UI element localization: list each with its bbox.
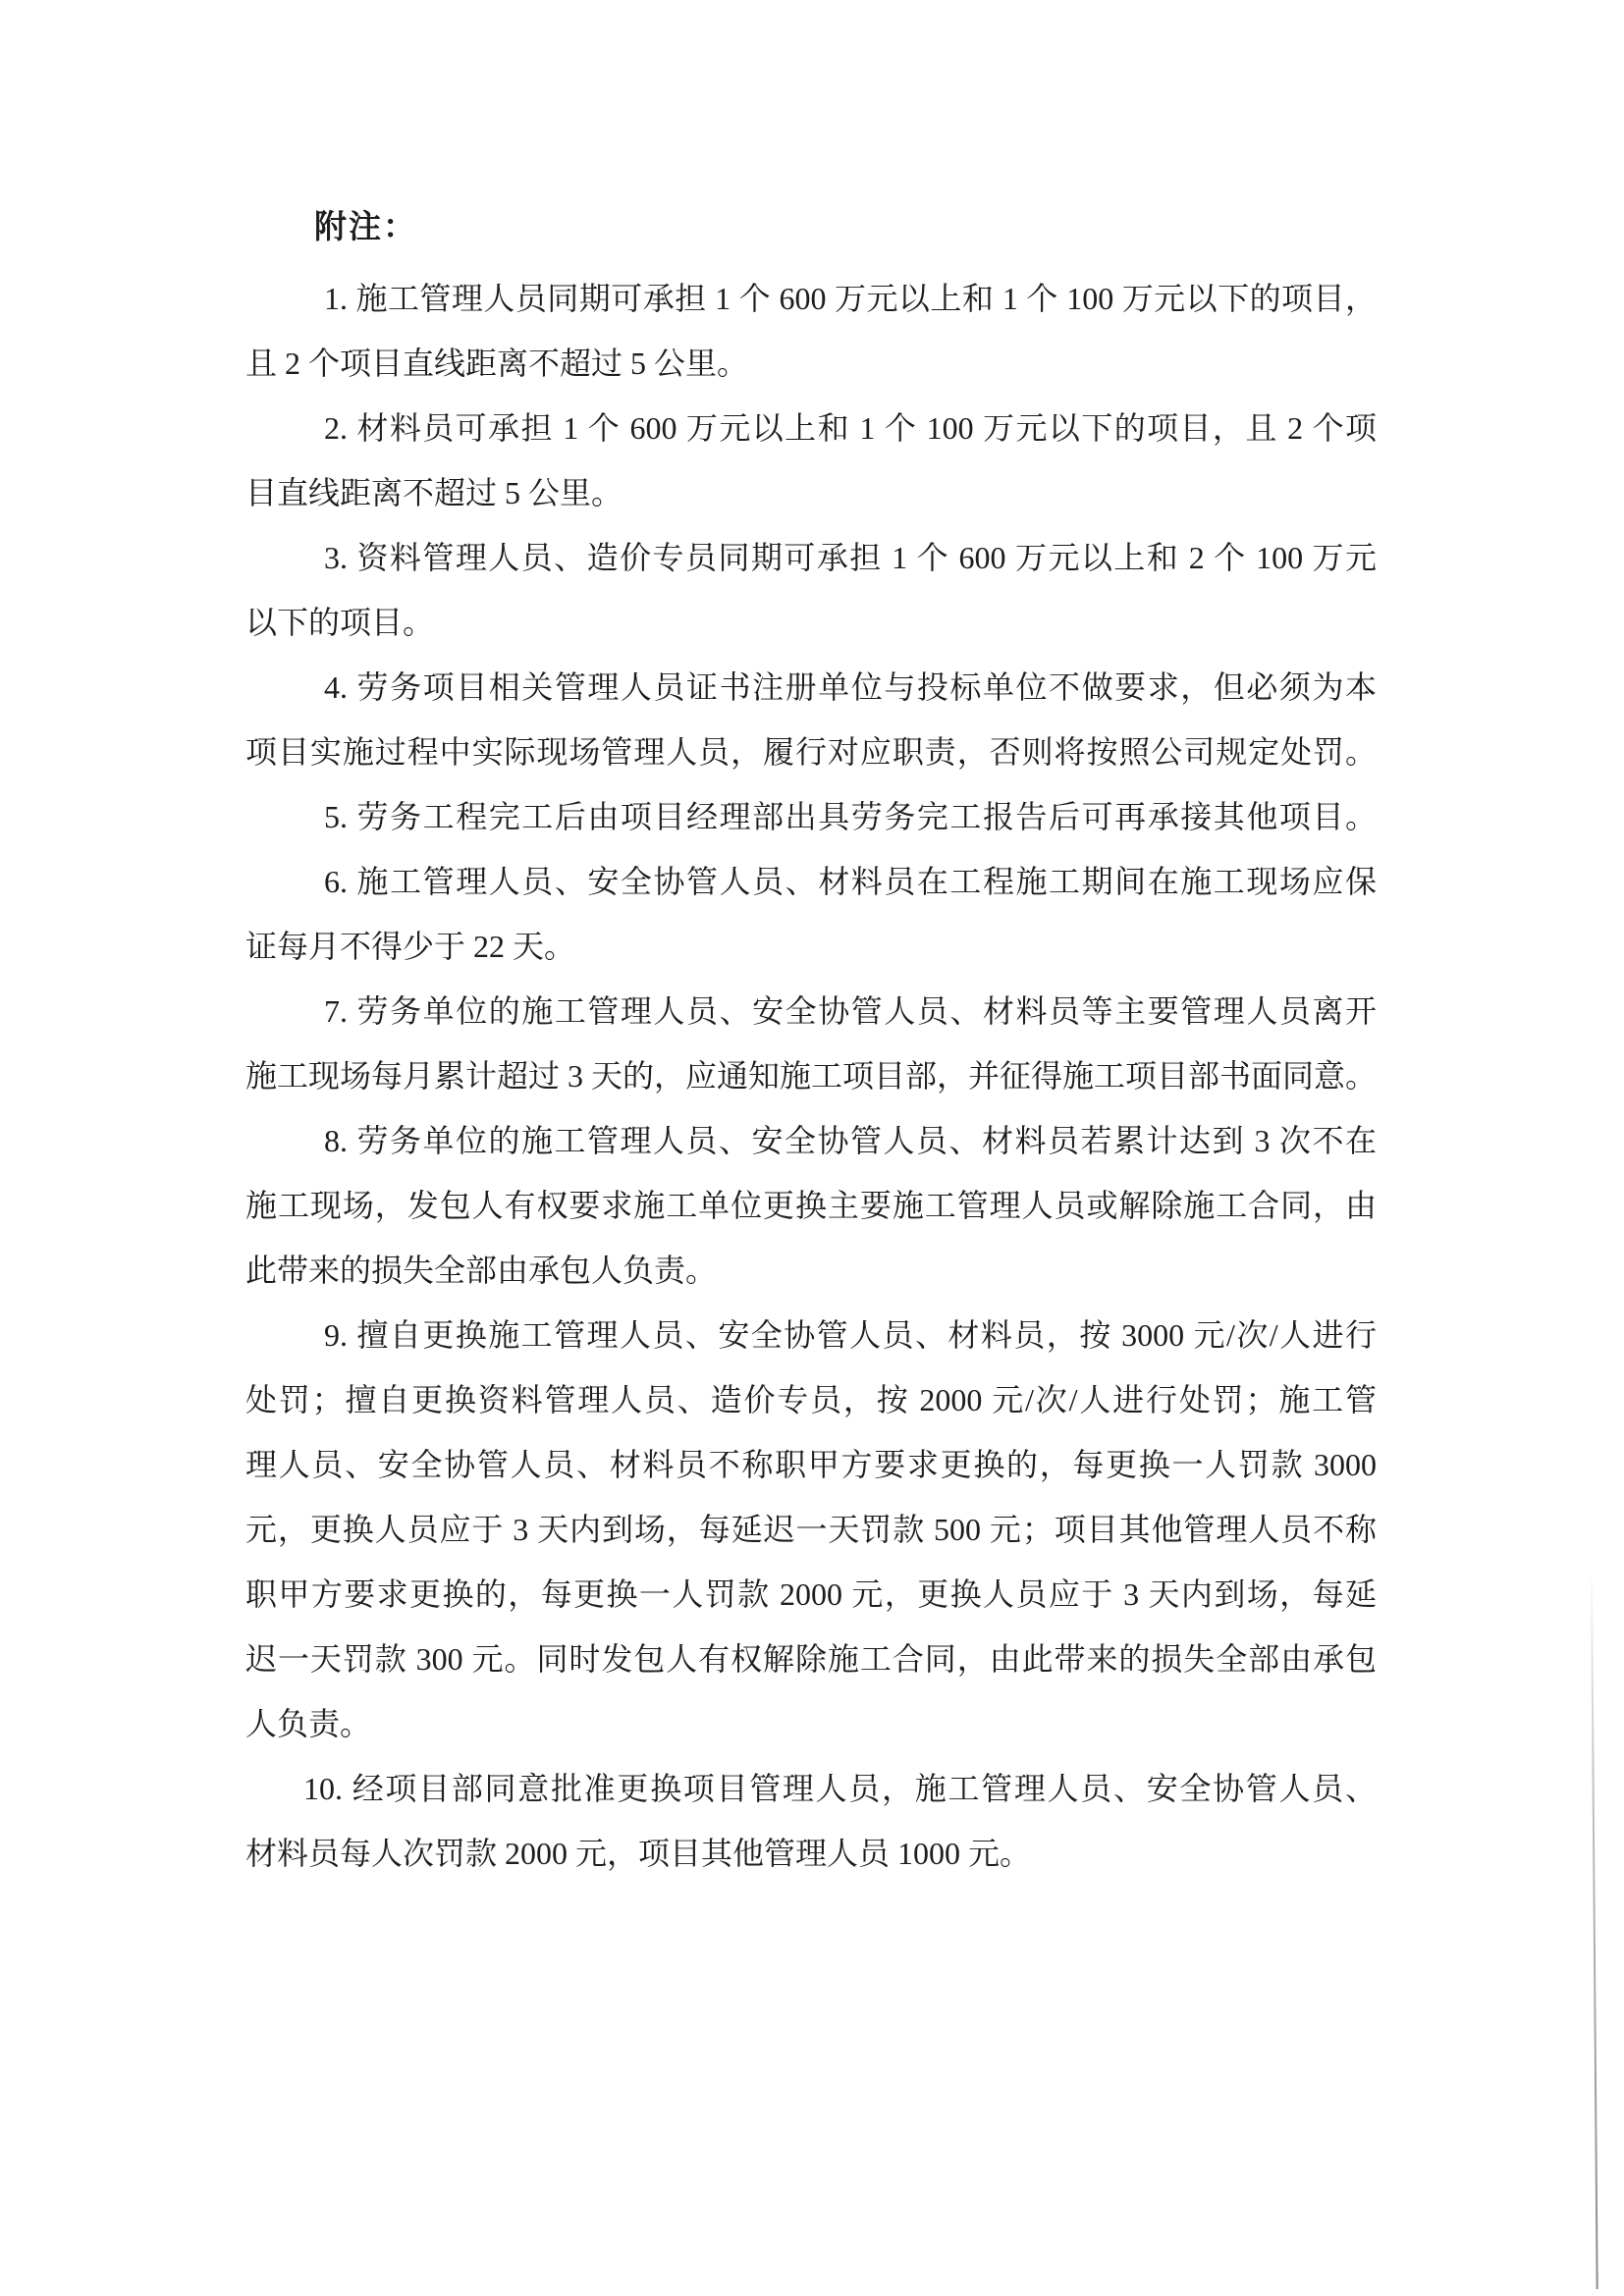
note-line: 此带来的损失全部由承包人负责。 — [245, 1253, 718, 1288]
note-item-6 — [245, 849, 1377, 979]
note-line: 处罚；擅自更换资料管理人员、造价专员，按 2000 元/次/人进行处罚；施工管 — [245, 1382, 1377, 1417]
note-line: 7. 劳务单位的施工管理人员、安全协管人员、材料员等主要管理人员离开 — [324, 993, 1377, 1029]
note-line: 3. 资料管理人员、造价专员同期可承担 1 个 600 万元以上和 2 个 100 万元 — [324, 540, 1377, 575]
note-item-5 — [245, 784, 1377, 849]
note-item-7 — [245, 979, 1377, 1108]
note-line: 施工现场每月累计超过 3 天的，应通知施工项目部，并征得施工项目部书面同意。 — [245, 1058, 1377, 1094]
note-item-8 — [245, 1108, 1377, 1303]
note-line: 材料员每人次罚款 2000 元，项目其他管理人员 1000 元。 — [245, 1836, 1032, 1871]
note-item-10 — [245, 1756, 1377, 1886]
note-line: 目直线距离不超过 5 公里。 — [245, 475, 623, 510]
note-line: 9. 擅自更换施工管理人员、安全协管人员、材料员，按 3000 元/次/人进行 — [324, 1317, 1377, 1353]
note-line: 以下的项目。 — [245, 605, 435, 640]
note-item-1 — [245, 266, 1377, 396]
notes-heading: 附注： — [314, 210, 417, 245]
note-line: 4. 劳务项目相关管理人员证书注册单位与投标单位不做要求，但必须为本 — [324, 669, 1377, 705]
note-item-9 — [245, 1303, 1377, 1756]
note-item-4 — [245, 655, 1377, 784]
note-line: 人负责。 — [245, 1706, 372, 1741]
note-item-3 — [245, 525, 1377, 655]
note-line: 1. 施工管理人员同期可承担 1 个 600 万元以上和 1 个 100 万元以下的项目， — [324, 281, 1377, 316]
note-line: 且 2 个项目直线距离不超过 5 公里。 — [245, 346, 749, 381]
note-line: 元，更换人员应于 3 天内到场，每延迟一天罚款 500 元；项目其他管理人员不称 — [245, 1512, 1377, 1547]
note-line: 2. 材料员可承担 1 个 600 万元以上和 1 个 100 万元以下的项目，且 2 个项 — [324, 410, 1377, 446]
note-line: 施工现场，发包人有权要求施工单位更换主要施工管理人员或解除施工合同，由 — [245, 1188, 1377, 1223]
scan-artifact-line — [1591, 1580, 1598, 2289]
note-line: 5. 劳务工程完工后由项目经理部出具劳务完工报告后可再承接其他项目。 — [324, 799, 1377, 834]
note-line: 10. 经项目部同意批准更换项目管理人员，施工管理人员、安全协管人员、 — [303, 1771, 1377, 1806]
note-line: 证每月不得少于 22 天。 — [245, 929, 576, 964]
note-line: 理人员、安全协管人员、材料员不称职甲方要求更换的，每更换一人罚款 3000 — [245, 1447, 1377, 1482]
note-line: 6. 施工管理人员、安全协管人员、材料员在工程施工期间在施工现场应保 — [324, 864, 1377, 899]
note-line: 职甲方要求更换的，每更换一人罚款 2000 元，更换人员应于 3 天内到场，每延 — [245, 1576, 1377, 1612]
note-line: 迟一天罚款 300 元。同时发包人有权解除施工合同，由此带来的损失全部由承包 — [245, 1641, 1377, 1677]
note-line: 项目实施过程中实际现场管理人员，履行对应职责，否则将按照公司规定处罚。 — [245, 734, 1377, 770]
notes-section — [245, 195, 1377, 1886]
note-line: 8. 劳务单位的施工管理人员、安全协管人员、材料员若累计达到 3 次不在 — [324, 1123, 1377, 1158]
note-item-2 — [245, 396, 1377, 525]
